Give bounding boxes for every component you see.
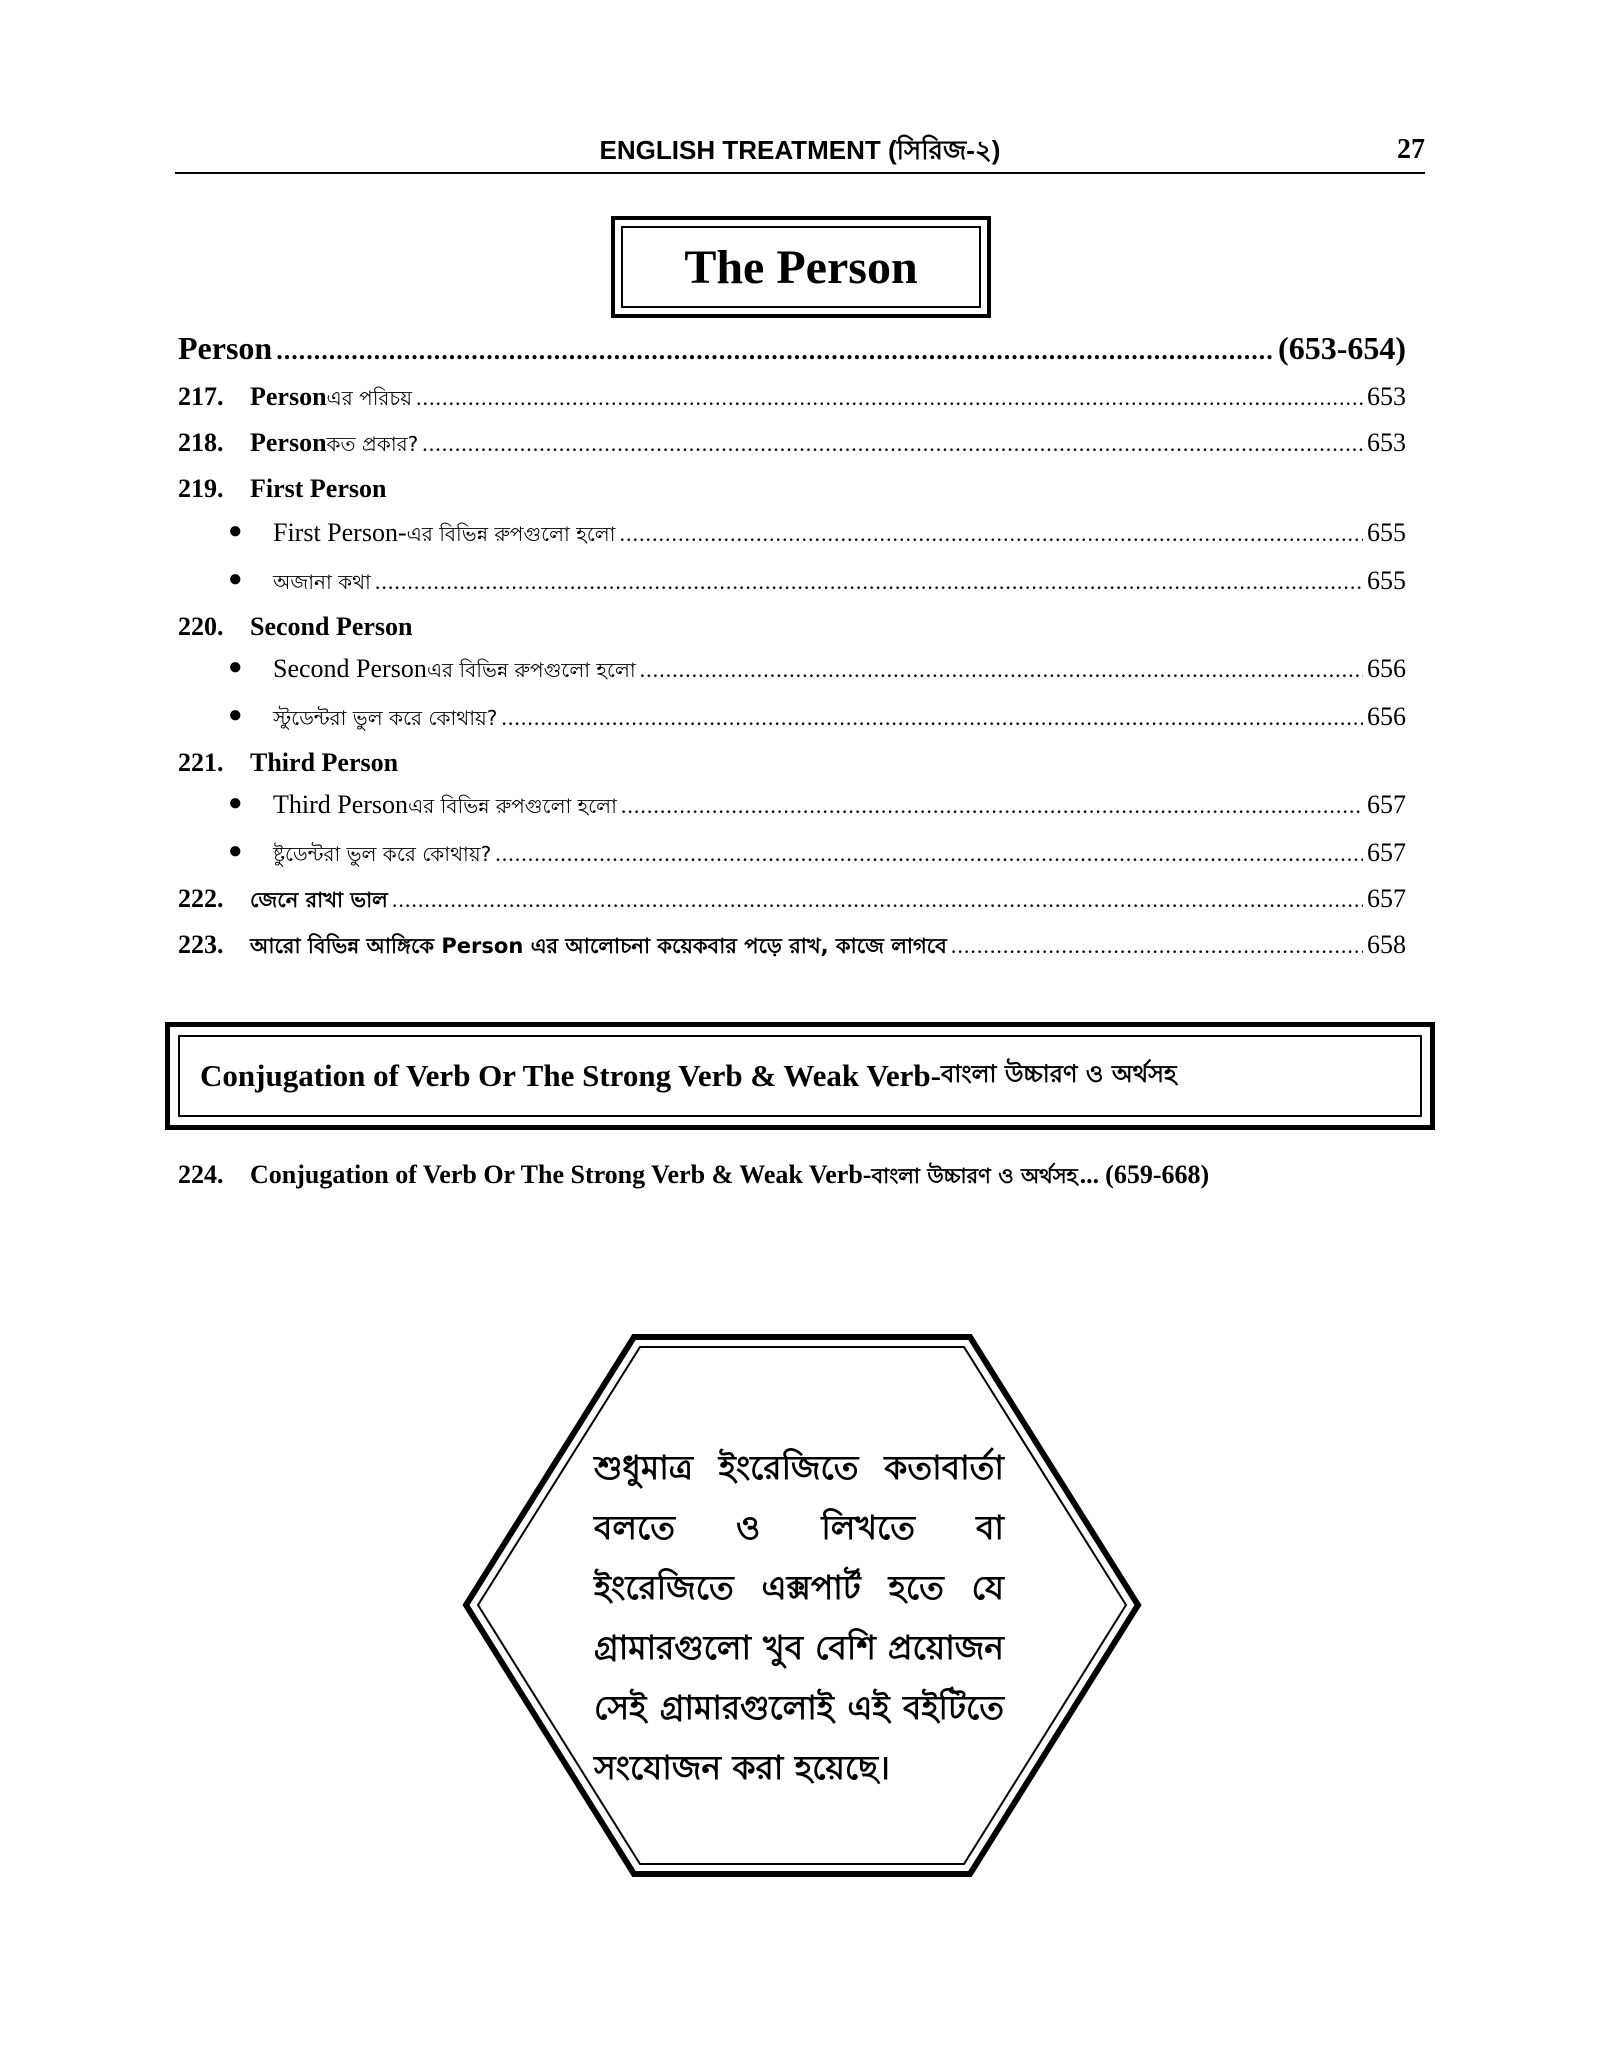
- item-page: 657: [1367, 790, 1406, 819]
- toc-subitem[interactable]: [228, 790, 1406, 825]
- leader-dots: [392, 887, 1363, 913]
- item-number: 220.: [178, 612, 224, 641]
- item-page: 658: [1367, 930, 1406, 959]
- subitem-text: অজানা কথা: [273, 570, 371, 594]
- toc-item-217[interactable]: [178, 382, 1406, 417]
- conjugation-title-bn: বাংলা উচ্চারণ ও অর্থসহ: [940, 1060, 1177, 1088]
- subitem-text: এর বিভিন্ন রুপগুলো হলো: [426, 658, 636, 682]
- item-text: কত প্রকার?: [326, 432, 419, 456]
- conjugation-title-box: [165, 1022, 1435, 1130]
- bullet-icon: ●: [228, 566, 243, 592]
- book-title: ENGLISH TREATMENT (সিরিজ-২): [599, 135, 1001, 165]
- item-page: 656: [1367, 654, 1406, 683]
- toc-subitem[interactable]: [228, 654, 1406, 689]
- item-number: 219.: [178, 474, 224, 503]
- bullet-icon: ●: [228, 838, 243, 864]
- item-page: 655: [1367, 518, 1406, 547]
- item-page: 653: [1367, 382, 1406, 411]
- item-text: আরো বিভিন্ন আঙ্গিকে Person এর আলোচনা কয়েকবার পড়ে রাখ, কাজে লাগবে: [250, 934, 947, 958]
- subitem-text: এর বিভিন্ন রুপগুলো হলো: [406, 522, 616, 546]
- item-title: First Person: [250, 474, 387, 503]
- toc-subitem[interactable]: [228, 518, 1406, 553]
- toc-item-218[interactable]: [178, 428, 1406, 463]
- bullet-icon: ●: [228, 790, 243, 816]
- item-page: 657: [1367, 838, 1406, 867]
- item-title: Conjugation of Verb Or The Strong Verb & Weak Verb-: [250, 1160, 872, 1189]
- item-number: 217.: [178, 382, 224, 411]
- item-text: এর পরিচয়: [326, 386, 412, 410]
- item-page: 657: [1367, 884, 1406, 913]
- item-page: 653: [1367, 428, 1406, 457]
- item-title: Person: [250, 382, 327, 411]
- bullet-icon: ●: [228, 518, 243, 544]
- leader-dots: [375, 569, 1363, 595]
- toc-item-222[interactable]: [178, 884, 1406, 919]
- toc-item-219[interactable]: [178, 474, 1406, 504]
- ellipsis: ...: [1079, 1160, 1100, 1189]
- subitem-en: Third Person: [273, 790, 409, 819]
- hexagon-text: শুধুমাত্র ইংরেজিতে কতাবার্তা বলতে ও লিখতে বা ইংরেজিতে এক্সপার্ট হতে যে গ্রামারগুলো খুব বেশি প্রয়োজন সেই গ্রামারগুলোই এই বইটিতে সংযোজন করা হয়েছে।: [594, 1448, 1004, 1787]
- leader-dots: [619, 521, 1363, 547]
- toc-main-label: Person: [178, 330, 273, 366]
- leader-dots: [951, 933, 1363, 959]
- item-number: 224.: [178, 1160, 224, 1189]
- toc-main-entry[interactable]: [178, 330, 1406, 367]
- subitem-en: First Person-: [273, 518, 407, 547]
- toc-item-223[interactable]: [178, 930, 1406, 965]
- item-number: 222.: [178, 884, 224, 913]
- bullet-icon: ●: [228, 654, 243, 680]
- item-title: Second Person: [250, 612, 413, 641]
- leader-dots: [276, 336, 1274, 366]
- toc-item-224[interactable]: [178, 1160, 1406, 1195]
- toc-main-pages: (653-654): [1278, 330, 1406, 366]
- leader-dots: [501, 705, 1363, 731]
- subitem-en: Second Person: [273, 654, 427, 683]
- section-title-box: [611, 216, 991, 318]
- toc-item-221[interactable]: [178, 748, 1406, 778]
- subitem-text: এর বিভিন্ন রুপগুলো হলো: [408, 794, 617, 818]
- toc-subitem[interactable]: [228, 838, 1406, 873]
- item-title: Third Person: [250, 748, 399, 777]
- leader-dots: [416, 385, 1363, 411]
- page-number: 27: [1397, 134, 1425, 165]
- bullet-icon: ●: [228, 702, 243, 728]
- leader-dots: [621, 793, 1363, 819]
- toc-item-220[interactable]: [178, 612, 1406, 642]
- conjugation-title: [178, 1035, 1422, 1117]
- item-text: বাংলা উচ্চারণ ও অর্থসহ: [871, 1164, 1078, 1188]
- item-page: 656: [1367, 702, 1406, 731]
- toc-subitem[interactable]: [228, 702, 1406, 737]
- leader-dots: [422, 431, 1363, 457]
- conjugation-title-en: Conjugation of Verb Or The Strong Verb & Weak Verb-: [200, 1058, 941, 1093]
- subitem-text: স্টুডেন্টরা ভুল করে কোথায়?: [273, 706, 498, 730]
- item-title: Person: [250, 428, 327, 457]
- item-number: 218.: [178, 428, 224, 457]
- item-pages: (659-668): [1105, 1160, 1210, 1189]
- item-text: জেনে রাখা ভাল: [250, 888, 388, 912]
- item-number: 223.: [178, 930, 224, 959]
- page-header: [175, 132, 1425, 174]
- item-number: 221.: [178, 748, 224, 777]
- toc-subitem[interactable]: [228, 566, 1406, 601]
- leader-dots: [640, 657, 1363, 683]
- leader-dots: [495, 841, 1363, 867]
- item-page: 655: [1367, 566, 1406, 595]
- section-title: The Person: [621, 226, 981, 308]
- subitem-text: ষ্টুডেন্টরা ভুল করে কোথায়?: [273, 842, 492, 866]
